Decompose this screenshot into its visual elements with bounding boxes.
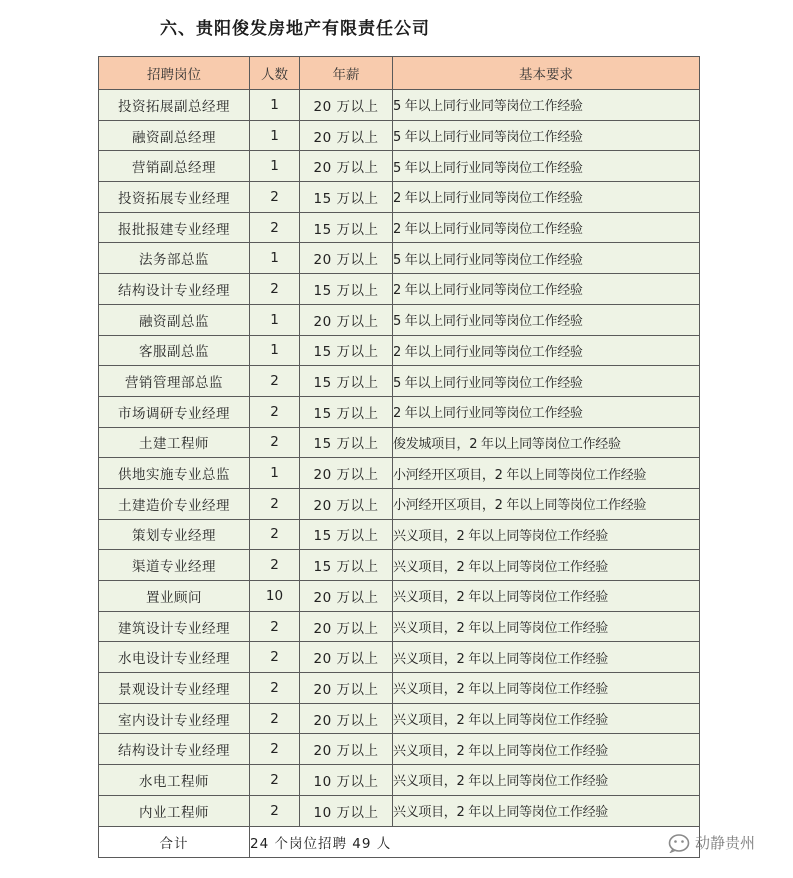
requirement-cell: 兴义项目，2 年以上同等岗位工作经验 [393,611,700,642]
table-row [99,765,700,796]
position-cell: 营销管理部总监 [99,366,250,397]
table-body [99,90,700,827]
table-row [99,212,700,243]
header-salary: 年薪 [300,57,393,90]
total-text: 24 个岗位招聘 49 人 [250,826,700,857]
position-cell: 置业顾问 [99,581,250,612]
table-row [99,458,700,489]
position-cell: 市场调研专业经理 [99,396,250,427]
salary-cell: 15 万以上 [300,550,393,581]
salary-cell: 20 万以上 [300,488,393,519]
table-row [99,795,700,826]
salary-cell: 20 万以上 [300,642,393,673]
requirement-cell: 2 年以上同行业同等岗位工作经验 [393,396,700,427]
table-row [99,581,700,612]
position-cell: 水电工程师 [99,765,250,796]
count-cell: 2 [250,427,300,458]
position-cell: 内业工程师 [99,795,250,826]
count-cell: 1 [250,304,300,335]
position-cell: 法务部总监 [99,243,250,274]
requirement-cell: 5 年以上同行业同等岗位工作经验 [393,151,700,182]
table-row [99,304,700,335]
position-cell: 供地实施专业总监 [99,458,250,489]
count-cell: 2 [250,182,300,213]
wechat-official-account-icon [668,833,690,853]
position-cell: 土建工程师 [99,427,250,458]
requirement-cell: 兴义项目，2 年以上同等岗位工作经验 [393,519,700,550]
position-cell: 营销副总经理 [99,151,250,182]
count-cell: 2 [250,765,300,796]
salary-cell: 20 万以上 [300,703,393,734]
header-count: 人数 [250,57,300,90]
watermark [668,832,755,853]
position-cell: 景观设计专业经理 [99,673,250,704]
salary-cell: 20 万以上 [300,304,393,335]
position-cell: 室内设计专业经理 [99,703,250,734]
salary-cell: 15 万以上 [300,519,393,550]
table-row [99,90,700,121]
count-cell: 1 [250,458,300,489]
salary-cell: 15 万以上 [300,427,393,458]
salary-cell: 15 万以上 [300,274,393,305]
table-row [99,151,700,182]
position-cell: 策划专业经理 [99,519,250,550]
requirement-cell: 5 年以上同行业同等岗位工作经验 [393,366,700,397]
requirement-cell: 小河经开区项目，2 年以上同等岗位工作经验 [393,488,700,519]
requirement-cell: 兴义项目，2 年以上同等岗位工作经验 [393,795,700,826]
table-row [99,120,700,151]
count-cell: 1 [250,90,300,121]
position-cell: 渠道专业经理 [99,550,250,581]
count-cell: 2 [250,488,300,519]
requirement-cell: 5 年以上同行业同等岗位工作经验 [393,120,700,151]
table-row [99,366,700,397]
table-row [99,335,700,366]
requirement-cell: 兴义项目，2 年以上同等岗位工作经验 [393,703,700,734]
salary-cell: 15 万以上 [300,182,393,213]
count-cell: 1 [250,243,300,274]
salary-cell: 20 万以上 [300,151,393,182]
table-row [99,182,700,213]
salary-cell: 20 万以上 [300,458,393,489]
requirement-cell: 俊发城项目，2 年以上同等岗位工作经验 [393,427,700,458]
salary-cell: 20 万以上 [300,581,393,612]
position-cell: 融资副总监 [99,304,250,335]
requirement-cell: 兴义项目，2 年以上同等岗位工作经验 [393,734,700,765]
count-cell: 2 [250,550,300,581]
table-row [99,703,700,734]
salary-cell: 20 万以上 [300,734,393,765]
requirement-cell: 2 年以上同行业同等岗位工作经验 [393,274,700,305]
count-cell: 2 [250,703,300,734]
table-row [99,427,700,458]
salary-cell: 20 万以上 [300,611,393,642]
count-cell: 2 [250,212,300,243]
count-cell: 2 [250,396,300,427]
position-cell: 报批报建专业经理 [99,212,250,243]
requirement-cell: 5 年以上同行业同等岗位工作经验 [393,90,700,121]
page-title: 六、贵阳俊发房地产有限责任公司 [160,19,430,39]
watermark-text: 动静贵州 [695,834,756,852]
table-row [99,611,700,642]
salary-cell: 20 万以上 [300,90,393,121]
position-cell: 投资拓展副总经理 [99,90,250,121]
table-row [99,642,700,673]
salary-cell: 15 万以上 [300,212,393,243]
count-cell: 10 [250,581,300,612]
position-cell: 融资副总经理 [99,120,250,151]
position-cell: 水电设计专业经理 [99,642,250,673]
position-cell: 投资拓展专业经理 [99,182,250,213]
count-cell: 2 [250,366,300,397]
table-row [99,274,700,305]
table-header [99,57,700,90]
requirement-cell: 2 年以上同行业同等岗位工作经验 [393,335,700,366]
position-cell: 建筑设计专业经理 [99,611,250,642]
count-cell: 2 [250,642,300,673]
recruitment-table [98,56,700,858]
salary-cell: 20 万以上 [300,243,393,274]
count-cell: 1 [250,120,300,151]
count-cell: 1 [250,151,300,182]
position-cell: 客服副总监 [99,335,250,366]
table-row [99,673,700,704]
requirement-cell: 5 年以上同行业同等岗位工作经验 [393,304,700,335]
position-cell: 结构设计专业经理 [99,274,250,305]
requirement-cell: 5 年以上同行业同等岗位工作经验 [393,243,700,274]
salary-cell: 15 万以上 [300,396,393,427]
salary-cell: 15 万以上 [300,335,393,366]
salary-cell: 20 万以上 [300,673,393,704]
count-cell: 2 [250,673,300,704]
table-row [99,243,700,274]
requirement-cell: 兴义项目，2 年以上同等岗位工作经验 [393,673,700,704]
count-cell: 2 [250,734,300,765]
position-cell: 结构设计专业经理 [99,734,250,765]
salary-cell: 10 万以上 [300,765,393,796]
header-row [99,57,700,90]
header-position: 招聘岗位 [99,57,250,90]
requirement-cell: 兴义项目，2 年以上同等岗位工作经验 [393,581,700,612]
count-cell: 2 [250,795,300,826]
table-row [99,734,700,765]
salary-cell: 10 万以上 [300,795,393,826]
requirement-cell: 2 年以上同行业同等岗位工作经验 [393,212,700,243]
count-cell: 1 [250,335,300,366]
table-row [99,396,700,427]
header-requirement: 基本要求 [393,57,700,90]
requirement-cell: 兴义项目，2 年以上同等岗位工作经验 [393,642,700,673]
table-row [99,488,700,519]
requirement-cell: 2 年以上同行业同等岗位工作经验 [393,182,700,213]
count-cell: 2 [250,611,300,642]
salary-cell: 20 万以上 [300,120,393,151]
salary-cell: 15 万以上 [300,366,393,397]
requirement-cell: 兴义项目，2 年以上同等岗位工作经验 [393,765,700,796]
table-row [99,519,700,550]
requirement-cell: 小河经开区项目，2 年以上同等岗位工作经验 [393,458,700,489]
requirement-cell: 兴义项目，2 年以上同等岗位工作经验 [393,550,700,581]
total-row [99,826,700,857]
table-row [99,550,700,581]
count-cell: 2 [250,274,300,305]
position-cell: 土建造价专业经理 [99,488,250,519]
count-cell: 2 [250,519,300,550]
total-label: 合计 [99,826,250,857]
